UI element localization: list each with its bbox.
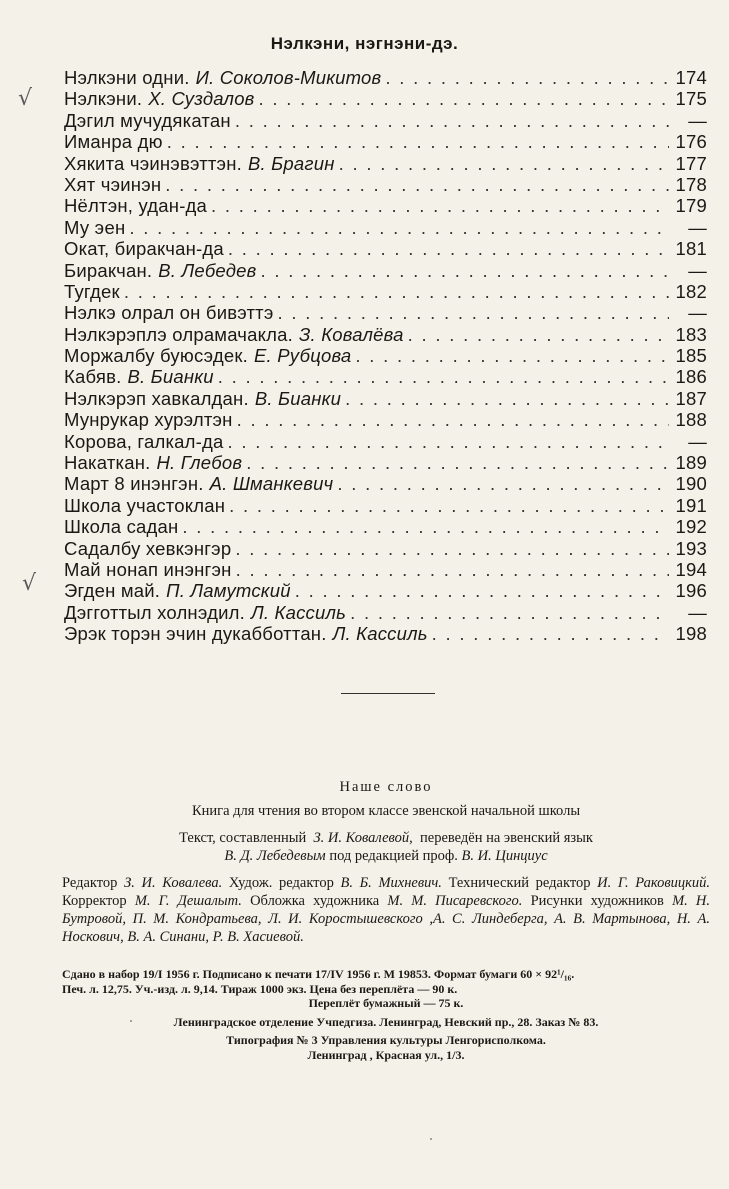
leader-dots bbox=[339, 153, 669, 174]
leader-dots bbox=[260, 260, 669, 281]
toc-entry bbox=[64, 302, 707, 323]
toc-entry bbox=[64, 260, 707, 281]
toc-entry-author: И. Соколов-Микитов bbox=[195, 67, 382, 88]
toc-entry-title: Эгден май. bbox=[64, 580, 161, 602]
toc-entry-page: 174 bbox=[675, 67, 707, 88]
toc-entry-title: Нёлтэн, удан-да bbox=[64, 195, 208, 217]
leader-dots bbox=[237, 409, 669, 430]
toc-entry bbox=[64, 345, 707, 366]
toc-entry-author: А. Шманкевич bbox=[209, 473, 334, 495]
toc-entry bbox=[64, 324, 707, 345]
staff-name: М. Н. Бутровой, П. М. Кондратьева, Л. И. Коростышевского ,А. С. Линдеберга, А. В. Мартынова, Н. А. Носкович, В. А. Синани, Р. В. Хасиевой. bbox=[62, 893, 711, 945]
toc-entry bbox=[64, 602, 707, 623]
toc-entry-author: В. Лебедев bbox=[158, 259, 257, 281]
toc-entry-title: Эрэк торэн эчин дукабботтан. bbox=[64, 623, 327, 645]
toc-entry-title: Нэлкэ олрал он бивэттэ bbox=[64, 302, 274, 324]
toc-entry bbox=[64, 559, 707, 580]
toc-entry-title: Хякита чэинэвэттэн. bbox=[64, 152, 242, 174]
toc-entry bbox=[64, 153, 707, 174]
leader-dots bbox=[218, 366, 669, 387]
toc-entry-author: П. Ламутский bbox=[166, 580, 291, 602]
toc-entry-page: 183 bbox=[675, 323, 707, 345]
toc-entry bbox=[64, 366, 707, 387]
table-of-contents bbox=[64, 67, 707, 645]
credits-text: под редакцией проф. bbox=[329, 848, 458, 864]
toc-entry-page: — bbox=[688, 259, 707, 281]
staff-name: И. Г. Раковицкий. bbox=[597, 875, 711, 891]
staff-credits bbox=[62, 874, 710, 946]
toc-entry-page: 178 bbox=[675, 173, 707, 195]
toc-entry bbox=[64, 409, 707, 430]
toc-entry-page: 189 bbox=[675, 452, 707, 474]
toc-entry-title: Май нонап инэнгэн bbox=[64, 558, 232, 580]
staff-role: Рисунки художников bbox=[530, 893, 664, 909]
staff-name: М. М. Писаревского. bbox=[387, 893, 523, 909]
leader-dots bbox=[129, 217, 669, 238]
toc-entry-page: 187 bbox=[675, 387, 707, 409]
toc-entry-title: Нэлкэни. bbox=[64, 88, 143, 110]
leader-dots bbox=[408, 324, 669, 345]
toc-entry bbox=[64, 174, 707, 195]
leader-dots bbox=[124, 281, 669, 302]
staff-name: З. И. Ковалева. bbox=[124, 875, 223, 891]
leader-dots bbox=[229, 495, 669, 516]
toc-entry bbox=[64, 516, 707, 537]
toc-entry-author: Н. Глебов bbox=[156, 452, 243, 474]
leader-dots bbox=[277, 302, 669, 323]
toc-entry-page: — bbox=[688, 430, 707, 452]
toc-entry-title: Иманра дю bbox=[64, 131, 163, 153]
toc-entry-page: — bbox=[688, 601, 707, 623]
toc-entry bbox=[64, 580, 707, 601]
leader-dots bbox=[345, 388, 669, 409]
toc-entry-author: Л. Кассиль bbox=[332, 623, 428, 645]
leader-dots bbox=[246, 452, 669, 473]
toc-entry bbox=[64, 238, 707, 259]
toc-entry-author: В. Бианки bbox=[127, 366, 214, 388]
toc-entry-page: 179 bbox=[675, 195, 707, 217]
pub-line: Ленинградское отделение Учпедгиза. Ленинград, Невский пр., 28. Заказ № 83. bbox=[173, 1014, 599, 1029]
leader-dots bbox=[432, 623, 669, 644]
toc-entry-title: Кабяв. bbox=[64, 366, 122, 388]
leader-dots bbox=[295, 580, 669, 601]
toc-entry-page: 191 bbox=[675, 494, 707, 516]
toc-entry-title: Мунрукар хурэлтэн bbox=[64, 409, 233, 431]
speck bbox=[130, 1020, 132, 1022]
pub-line: Сдано в набор 19/I 1956 г. Подписано к печати 17/IV 1956 г. М 19853. Формат бумаги 60 × 92¹/₁₆. bbox=[62, 967, 575, 981]
series-title: Наше слово bbox=[339, 779, 433, 795]
credits-author: З. И. Ковалевой, bbox=[313, 830, 413, 846]
toc-entry bbox=[64, 431, 707, 452]
toc-entry bbox=[64, 495, 707, 516]
toc-entry-title: Биракчан. bbox=[64, 259, 153, 281]
toc-entry-page: 190 bbox=[675, 473, 707, 495]
toc-entry-title: Тугдек bbox=[64, 280, 120, 302]
toc-entry bbox=[64, 67, 707, 88]
leader-dots bbox=[228, 238, 669, 259]
toc-entry-title: Нэлкэрэп хавкалдан. bbox=[64, 387, 249, 409]
toc-entry-title: Нэлкэрэплэ олрамачакла. bbox=[64, 323, 293, 345]
toc-entry-page: 175 bbox=[675, 88, 707, 110]
check-mark-icon: √ bbox=[18, 86, 33, 111]
staff-role: Обложка художника bbox=[250, 893, 380, 909]
toc-entry-page: 192 bbox=[675, 516, 707, 538]
toc-entry-author: В. Брагин bbox=[247, 152, 335, 174]
leader-dots bbox=[350, 602, 669, 623]
toc-entry-author: З. Ковалёва bbox=[298, 323, 404, 345]
toc-entry-author: Х. Суздалов bbox=[148, 88, 255, 110]
pub-line: Типография № 3 Управления культуры Ленгорисполкома. bbox=[226, 1033, 546, 1047]
leader-dots bbox=[228, 431, 670, 452]
toc-entry-title: Окат, биракчан-да bbox=[64, 238, 224, 260]
toc-entry-page: — bbox=[688, 302, 707, 324]
toc-entry bbox=[64, 452, 707, 473]
credits-translator: В. Д. Лебедевым bbox=[224, 848, 326, 864]
toc-entry-page: — bbox=[688, 109, 707, 131]
book-subtitle: Книга для чтения во втором классе эвенской начальной школы bbox=[191, 803, 581, 819]
staff-role: Худож. редактор bbox=[228, 875, 334, 891]
toc-entry-title: Школа участоклан bbox=[64, 494, 226, 516]
publication-data bbox=[62, 967, 710, 1062]
toc-entry-title: Хят чэинэн bbox=[64, 173, 162, 195]
toc-entry-title: Накаткан. bbox=[64, 452, 151, 474]
section-title: Нэлкэни, нэгнэни-дэ. bbox=[270, 34, 459, 53]
leader-dots bbox=[385, 67, 669, 88]
toc-entry-page: 185 bbox=[675, 345, 707, 367]
toc-entry-page: 182 bbox=[675, 280, 707, 302]
staff-role: Технический редактор bbox=[448, 875, 591, 891]
leader-dots bbox=[235, 538, 669, 559]
toc-entry-title: Му эен bbox=[64, 216, 126, 238]
toc-entry-page: 176 bbox=[675, 131, 707, 153]
toc-entry-author: Л. Кассиль bbox=[250, 601, 347, 623]
leader-dots bbox=[337, 473, 669, 494]
leader-dots bbox=[236, 559, 669, 580]
toc-entry-page: 198 bbox=[675, 623, 707, 645]
check-mark-icon: √ bbox=[22, 571, 37, 596]
toc-entry bbox=[64, 110, 707, 131]
leader-dots bbox=[235, 110, 669, 131]
toc-entry bbox=[64, 195, 707, 216]
toc-entry-page: 181 bbox=[675, 238, 707, 260]
toc-entry bbox=[64, 538, 707, 559]
credits-text: Текст, составленный bbox=[179, 830, 307, 846]
text-credits bbox=[62, 829, 710, 865]
toc-entry-page: 188 bbox=[675, 409, 707, 431]
divider bbox=[341, 693, 435, 694]
toc-entry-page: 193 bbox=[675, 537, 707, 559]
staff-role: Корректор bbox=[62, 893, 127, 909]
toc-entry-title: Корова, галкал-да bbox=[64, 430, 224, 452]
staff-name: М. Г. Дешалыт. bbox=[134, 893, 242, 909]
toc-entry-page: 186 bbox=[675, 366, 707, 388]
leader-dots bbox=[259, 88, 669, 109]
toc-entry-title: Март 8 инэнгэн. bbox=[64, 473, 204, 495]
pub-line: Печ. л. 12,75. Уч.-изд. л. 9,14. Тираж 1000 экз. Цена без переплёта — 90 к. bbox=[62, 981, 458, 996]
toc-entry bbox=[64, 131, 707, 152]
toc-entry-title: Дэгготтыл холнэдил. bbox=[64, 601, 245, 623]
leader-dots bbox=[165, 174, 669, 195]
toc-entry-title: Моржалбу буюсэдек. bbox=[64, 345, 248, 367]
speck bbox=[430, 1138, 432, 1140]
staff-name: В. Б. Михневич. bbox=[340, 875, 442, 891]
toc-entry-page: 177 bbox=[675, 152, 707, 174]
toc-entry-author: В. Бианки bbox=[254, 387, 342, 409]
toc-entry-page: 196 bbox=[675, 580, 707, 602]
pub-line: Ленинград , Красная ул., 1/3. bbox=[307, 1047, 465, 1062]
toc-entry bbox=[64, 217, 707, 238]
toc-entry-page: 194 bbox=[675, 558, 707, 580]
leader-dots bbox=[211, 195, 669, 216]
leader-dots bbox=[355, 345, 669, 366]
toc-entry bbox=[64, 281, 707, 302]
toc-entry bbox=[64, 88, 707, 109]
toc-entry-page: — bbox=[688, 216, 707, 238]
credits-editor: В. И. Цинциус bbox=[461, 848, 548, 864]
toc-entry-title: Садалбу хевкэнгэр bbox=[64, 537, 232, 559]
leader-dots bbox=[167, 131, 669, 152]
toc-entry bbox=[64, 473, 707, 494]
toc-entry-title: Нэлкэни одни. bbox=[64, 67, 190, 88]
staff-role: Редактор bbox=[62, 875, 118, 891]
toc-entry bbox=[64, 623, 707, 644]
toc-entry-title: Дэгил мучудякатан bbox=[64, 109, 231, 131]
credits-text: переведён на эвенский язык bbox=[420, 830, 593, 846]
toc-entry-author: Е. Рубцова bbox=[253, 345, 352, 367]
leader-dots bbox=[182, 516, 669, 537]
toc-entry-title: Школа садан bbox=[64, 516, 179, 538]
toc-entry bbox=[64, 388, 707, 409]
pub-line: Переплёт бумажный — 75 к. bbox=[308, 996, 464, 1010]
